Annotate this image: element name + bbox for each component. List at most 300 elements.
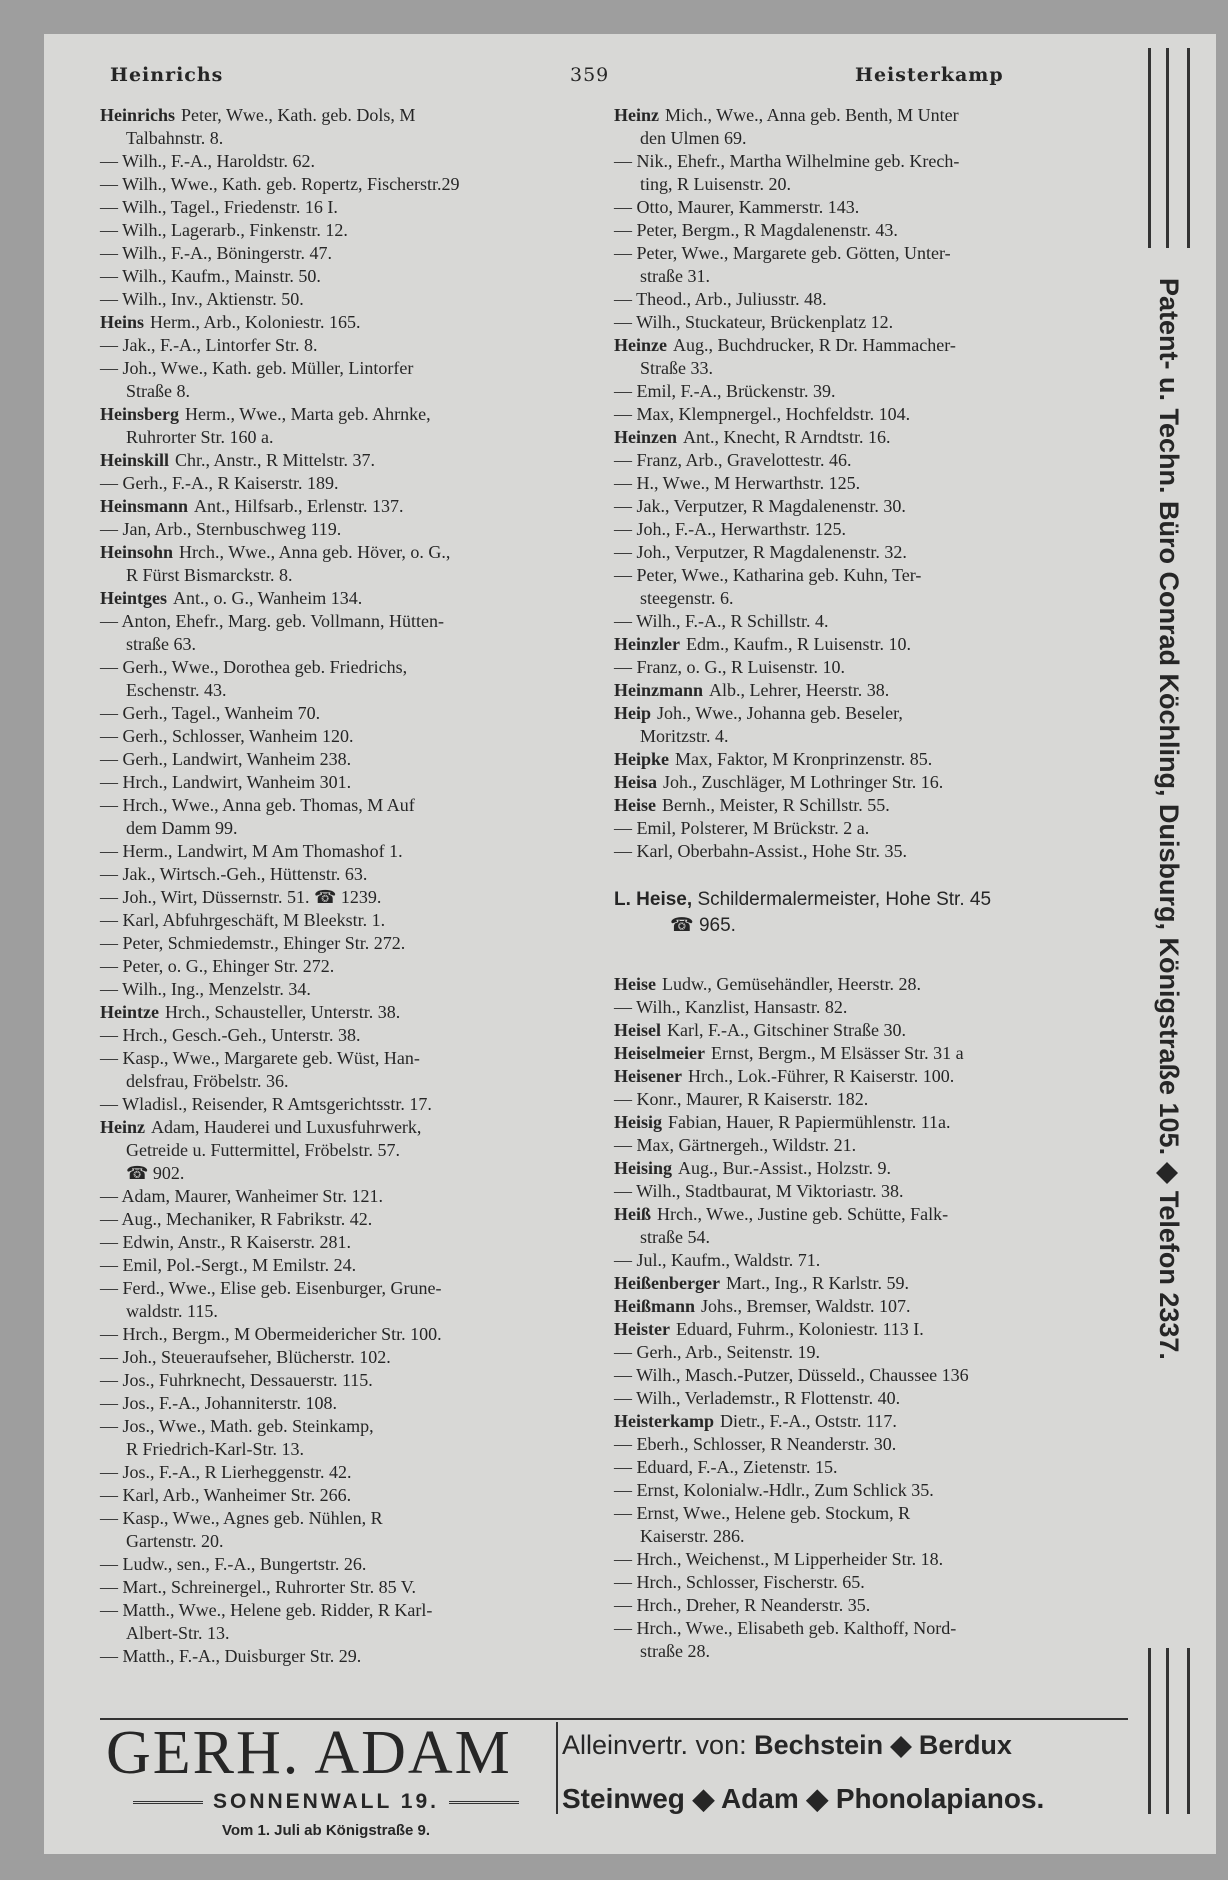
- directory-entry-line: [614, 1111, 991, 1134]
- entry-text: — Peter, Schmiedemstr., Ehinger Str. 272.: [100, 933, 406, 953]
- directory-entry-line: [614, 587, 991, 610]
- entry-text: — Jak., F.-A., Lintorfer Str. 8.: [100, 335, 318, 355]
- footer-company: GERH. ADAM: [106, 1719, 512, 1787]
- entry-text: Peter, Wwe., Kath. geb. Dols, M: [181, 105, 416, 125]
- entry-text: — Ludw., sen., F.-A., Bungertstr. 26.: [100, 1554, 367, 1574]
- directory-entry-line: [614, 1318, 991, 1341]
- entry-text: ting, R Luisenstr. 20.: [640, 174, 792, 194]
- directory-entry-line: [100, 909, 460, 932]
- entry-text: — Franz, Arb., Gravelottestr. 46.: [614, 450, 852, 470]
- entry-text: den Ulmen 69.: [640, 128, 747, 148]
- surname: Heise: [614, 795, 656, 815]
- footer-line1: [562, 1730, 1122, 1761]
- entry-text: — Matth., Wwe., Helene geb. Ridder, R Karl-: [100, 1600, 433, 1620]
- footer-address: SONNENWALL 19.: [106, 1790, 546, 1814]
- entry-text: — Hrch., Schlosser, Fischerstr. 65.: [614, 1572, 865, 1592]
- directory-entry-line: [614, 1341, 991, 1364]
- directory-entry-line: [614, 265, 991, 288]
- directory-entry-line: [100, 104, 460, 127]
- entry-text: — Wladisl., Reisender, R Amtsgerichtsstr. 17.: [100, 1094, 432, 1114]
- footer-note: Vom 1. Juli ab Königstraße 9.: [221, 1822, 431, 1839]
- entry-text: — Jul., Kaufm., Waldstr. 71.: [614, 1250, 821, 1270]
- surname: Heisener: [614, 1066, 682, 1086]
- entry-text: — Wilh., Inv., Aktienstr. 50.: [100, 289, 304, 309]
- directory-entry-line: [100, 1277, 460, 1300]
- entry-text: — Joh., F.-A., Herwarthstr. 125.: [614, 519, 847, 539]
- entry-text: ☎ 902.: [126, 1163, 185, 1183]
- entry-text: Mart., Ing., R Karlstr. 59.: [725, 1273, 909, 1293]
- surname: Heinzen: [614, 427, 677, 447]
- entry-text: Straße 33.: [640, 358, 713, 378]
- directory-entry-line: [614, 1571, 991, 1594]
- directory-entry-line: [614, 1387, 991, 1410]
- surname: Heißmann: [614, 1296, 696, 1316]
- entry-text: — Wilh., Ing., Menzelstr. 34.: [100, 979, 311, 999]
- surname: Heipke: [614, 749, 670, 769]
- surname: Heinsohn: [100, 542, 174, 562]
- entry-text: straße 63.: [126, 634, 196, 654]
- entry-text: — Anton, Ehefr., Marg. geb. Vollmann, Hütten-: [100, 611, 444, 631]
- entry-text: — Adam, Maurer, Wanheimer Str. 121.: [100, 1186, 383, 1206]
- directory-entry-line: [100, 1047, 460, 1070]
- entry-text: Aug., Bur.-Assist., Holzstr. 9.: [678, 1158, 892, 1178]
- directory-entry-line: [614, 1295, 991, 1318]
- entry-text: — Otto, Maurer, Kammerstr. 143.: [614, 197, 860, 217]
- entry-text: R Friedrich-Karl-Str. 13.: [126, 1439, 304, 1459]
- entry-text: — Emil, F.-A., Brückenstr. 39.: [614, 381, 836, 401]
- header-first-name: Heinrichs: [110, 64, 224, 86]
- directory-entry-line: [614, 495, 991, 518]
- entry-text: — Gerh., Wwe., Dorothea geb. Friedrichs,: [100, 657, 408, 677]
- entry-text: — Peter, Bergm., R Magdalenenstr. 43.: [614, 220, 898, 240]
- entry-text: steegenstr. 6.: [640, 588, 734, 608]
- directory-entry-line: [100, 955, 460, 978]
- directory-entry-line: [100, 1139, 460, 1162]
- entry-text: Edm., Kaufm., R Luisenstr. 10.: [685, 634, 911, 654]
- directory-entry-line: [614, 472, 991, 495]
- directory-entry-line: [100, 1346, 460, 1369]
- entry-text: — Hrch., Wwe., Elisabeth geb. Kalthoff, Nord-: [614, 1618, 957, 1638]
- entry-text: — H., Wwe., M Herwarthstr. 125.: [614, 473, 861, 493]
- entry-text: — Kasp., Wwe., Agnes geb. Nühlen, R: [100, 1508, 383, 1528]
- directory-entry-line: [100, 1530, 460, 1553]
- entry-text: Max, Faktor, M Kronprinzenstr. 85.: [675, 749, 933, 769]
- directory-entry-line: [614, 633, 991, 656]
- entry-text: straße 31.: [640, 266, 710, 286]
- entry-text: Moritzstr. 4.: [640, 726, 729, 746]
- directory-entry-line: [100, 656, 460, 679]
- entry-text: — Wilh., Kanzlist, Hansastr. 82.: [614, 997, 848, 1017]
- directory-entry-line: [100, 633, 460, 656]
- entry-text: — Jos., Wwe., Math. geb. Steinkamp,: [100, 1416, 374, 1436]
- surname: Heiß: [614, 1204, 652, 1224]
- directory-entry-line: [100, 564, 460, 587]
- directory-entry-line: [614, 426, 991, 449]
- surname: Heinz: [614, 105, 659, 125]
- entry-text: — Herm., Landwirt, M Am Thomashof 1.: [100, 841, 403, 861]
- ad-name: L. Heise,: [614, 889, 693, 910]
- side-advertisement: [1128, 48, 1200, 1818]
- entry-text: — Gerh., Tagel., Wanheim 70.: [100, 703, 321, 723]
- entry-text: — Karl, Arb., Wanheimer Str. 266.: [100, 1485, 352, 1505]
- right-column-top: [614, 104, 991, 863]
- directory-entry-line: [614, 357, 991, 380]
- directory-entry-line: [100, 702, 460, 725]
- directory-entry-line: [614, 996, 991, 1019]
- directory-entry-line: [614, 334, 991, 357]
- entry-text: — Joh., Wwe., Kath. geb. Müller, Lintorfer: [100, 358, 414, 378]
- directory-entry-line: [100, 886, 460, 909]
- entry-text: straße 54.: [640, 1227, 710, 1247]
- directory-entry-line: [100, 1392, 460, 1415]
- directory-entry-line: [614, 541, 991, 564]
- directory-entry-line: [100, 1116, 460, 1139]
- directory-entry-line: [100, 932, 460, 955]
- directory-entry-line: [614, 1617, 991, 1640]
- directory-entry-line: [100, 219, 460, 242]
- directory-entry-line: [100, 978, 460, 1001]
- entry-text: — Wilh., F.-A., Böningerstr. 47.: [100, 243, 333, 263]
- entry-text: Kaiserstr. 286.: [640, 1526, 745, 1546]
- directory-entry-line: [100, 1231, 460, 1254]
- directory-entry-line: [100, 1507, 460, 1530]
- entry-text: — Ernst, Kolonialw.-Hdlr., Zum Schlick 35.: [614, 1480, 934, 1500]
- entry-text: — Joh., Verputzer, R Magdalenenstr. 32.: [614, 542, 907, 562]
- entry-text: — Ernst, Wwe., Helene geb. Stockum, R: [614, 1503, 911, 1523]
- entry-text: Ant., Hilfsarb., Erlenstr. 137.: [194, 496, 404, 516]
- entry-text: Ant., Knecht, R Arndtstr. 16.: [683, 427, 891, 447]
- directory-entry-line: [614, 702, 991, 725]
- directory-entry-line: [614, 242, 991, 265]
- directory-entry-line: [100, 242, 460, 265]
- entry-text: Fabian, Hauer, R Papiermühlenstr. 11a.: [668, 1112, 951, 1132]
- entry-text: — Edwin, Anstr., R Kaiserstr. 281.: [100, 1232, 351, 1252]
- directory-entry-line: [614, 518, 991, 541]
- directory-entry-line: [100, 1645, 460, 1668]
- directory-entry-line: [100, 288, 460, 311]
- directory-entry-line: [614, 1226, 991, 1249]
- directory-entry-line: [100, 771, 460, 794]
- entry-text: — Emil, Pol.-Sergt., M Emilstr. 24.: [100, 1255, 357, 1275]
- directory-entry-line: [100, 1415, 460, 1438]
- entry-text: Johs., Bremser, Waldstr. 107.: [701, 1296, 911, 1316]
- directory-entry-line: [100, 817, 460, 840]
- directory-entry-line: [100, 426, 460, 449]
- entry-text: Alb., Lehrer, Heerstr. 38.: [709, 680, 890, 700]
- directory-entry-line: [100, 1553, 460, 1576]
- entry-text: Adam, Hauderei und Luxusfuhrwerk,: [151, 1117, 422, 1137]
- entry-text: delsfrau, Fröbelstr. 36.: [126, 1071, 289, 1091]
- directory-entry-line: [100, 1070, 460, 1093]
- left-column: [100, 104, 460, 1668]
- entry-text: — Max, Gärtnergeh., Wildstr. 21.: [614, 1135, 857, 1155]
- directory-entry-line: [614, 564, 991, 587]
- directory-entry-line: [100, 1323, 460, 1346]
- surname: Heisterkamp: [614, 1411, 714, 1431]
- directory-entry-line: [614, 1134, 991, 1157]
- entry-text: Hrch., Wwe., Justine geb. Schütte, Falk-: [657, 1204, 949, 1224]
- side-ad-text: Patent- u. Techn. Büro Conrad Köchling, Duisburg, Königstraße 105. ◆ Telefon 2337.: [1154, 278, 1184, 1360]
- directory-entry-line: [100, 196, 460, 219]
- page-number: 359: [570, 64, 610, 86]
- surname: Heinz: [100, 1117, 145, 1137]
- directory-entry-line: [614, 104, 991, 127]
- entry-text: Getreide u. Futtermittel, Fröbelstr. 57.: [126, 1140, 400, 1160]
- surname: Heinzler: [614, 634, 680, 654]
- entry-text: waldstr. 115.: [126, 1301, 218, 1321]
- directory-entry-line: [614, 1433, 991, 1456]
- entry-text: — Wilh., Verlademstr., R Flottenstr. 40.: [614, 1388, 901, 1408]
- directory-entry-line: [100, 380, 460, 403]
- directory-entry-line: [614, 1249, 991, 1272]
- directory-entry-line: [614, 1065, 991, 1088]
- directory-entry-line: [614, 1479, 991, 1502]
- entry-text: — Jan, Arb., Sternbuschweg 119.: [100, 519, 342, 539]
- directory-entry-line: [100, 334, 460, 357]
- directory-entry-line: [614, 1088, 991, 1111]
- footer-line1-brands: Bechstein ◆ Berdux: [754, 1730, 1012, 1760]
- entry-text: Joh., Zuschläger, M Lothringer Str. 16.: [663, 772, 944, 792]
- entry-text: — Nik., Ehefr., Martha Wilhelmine geb. Krech-: [614, 151, 960, 171]
- directory-entry-line: [614, 219, 991, 242]
- entry-text: — Theod., Arb., Juliusstr. 48.: [614, 289, 827, 309]
- entry-text: — Max, Klempnergel., Hochfeldstr. 104.: [614, 404, 911, 424]
- entry-text: dem Damm 99.: [126, 818, 238, 838]
- directory-entry-line: [614, 1525, 991, 1548]
- entry-text: — Gerh., Arb., Seitenstr. 19.: [614, 1342, 820, 1362]
- entry-text: — Eduard, F.-A., Zietenstr. 15.: [614, 1457, 838, 1477]
- directory-entry-line: [100, 1254, 460, 1277]
- entry-text: — Kasp., Wwe., Margarete geb. Wüst, Han-: [100, 1048, 420, 1068]
- entry-text: — Peter, Wwe., Margarete geb. Götten, Unter-: [614, 243, 951, 263]
- directory-entry-line: [614, 150, 991, 173]
- entry-text: — Joh., Wirt, Düssernstr. 51. ☎ 1239.: [100, 887, 382, 907]
- directory-entry-line: [614, 794, 991, 817]
- entry-text: — Peter, Wwe., Katharina geb. Kuhn, Ter-: [614, 565, 922, 585]
- directory-entry-line: [100, 472, 460, 495]
- surname: Heiselmeier: [614, 1043, 705, 1063]
- directory-entry-line: [100, 1622, 460, 1645]
- directory-entry-line: [614, 1180, 991, 1203]
- entry-text: — Jos., Fuhrknecht, Dessauerstr. 115.: [100, 1370, 373, 1390]
- directory-entry-line: [100, 265, 460, 288]
- entry-text: — Ferd., Wwe., Elise geb. Eisenburger, Grune-: [100, 1278, 442, 1298]
- directory-entry-line: [100, 1599, 460, 1622]
- directory-entry-line: [614, 610, 991, 633]
- directory-entry-line: [614, 656, 991, 679]
- directory-entry-line: [614, 311, 991, 334]
- directory-entry-line: [614, 1272, 991, 1295]
- directory-entry-line: [614, 1019, 991, 1042]
- directory-entry-line: [614, 771, 991, 794]
- entry-text: Chr., Anstr., R Mittelstr. 37.: [175, 450, 376, 470]
- entry-text: — Wilh., F.-A., R Schillstr. 4.: [614, 611, 829, 631]
- footer-line1-label: Alleinvertr. von:: [562, 1730, 747, 1760]
- directory-entry-line: [614, 840, 991, 863]
- directory-entry-line: [100, 495, 460, 518]
- entry-text: — Wilh., Stuckateur, Brückenplatz 12.: [614, 312, 894, 332]
- entry-text: Ernst, Bergm., M Elsässer Str. 31 a: [710, 1043, 964, 1063]
- header-last-name: Heisterkamp: [855, 64, 1004, 86]
- directory-entry-line: [614, 973, 991, 996]
- surname: Heisa: [614, 772, 657, 792]
- directory-entry-line: [614, 1502, 991, 1525]
- entry-text: — Gerh., Landwirt, Wanheim 238.: [100, 749, 352, 769]
- directory-entry-line: [614, 196, 991, 219]
- entry-text: — Matth., F.-A., Duisburger Str. 29.: [100, 1646, 362, 1666]
- entry-text: Eduard, Fuhrm., Koloniestr. 113 I.: [675, 1319, 924, 1339]
- entry-text: Bernh., Meister, R Schillstr. 55.: [662, 795, 890, 815]
- directory-entry-line: [100, 1484, 460, 1507]
- entry-text: — Hrch., Landwirt, Wanheim 301.: [100, 772, 352, 792]
- entry-text: straße 28.: [640, 1641, 710, 1661]
- directory-entry-line: [100, 1369, 460, 1392]
- side-rule-top: [1148, 48, 1190, 248]
- directory-entry-line: [100, 518, 460, 541]
- entry-text: Dietr., F.-A., Oststr. 117.: [719, 1411, 897, 1431]
- surname: Heinzmann: [614, 680, 704, 700]
- surname: Heister: [614, 1319, 670, 1339]
- ad-line: [614, 887, 991, 913]
- entry-text: Albert-Str. 13.: [126, 1623, 230, 1643]
- directory-entry-line: [100, 1185, 460, 1208]
- entry-text: Hrch., Lok.-Führer, R Kaiserstr. 100.: [687, 1066, 955, 1086]
- entry-text: — Jak., Wirtsch.-Geh., Hüttenstr. 63.: [100, 864, 368, 884]
- entry-text: — Wilh., Lagerarb., Finkenstr. 12.: [100, 220, 348, 240]
- directory-entry-line: [100, 1576, 460, 1599]
- entry-text: — Gerh., Schlosser, Wanheim 120.: [100, 726, 354, 746]
- entry-text: — Jos., F.-A., R Lierheggenstr. 42.: [100, 1462, 352, 1482]
- directory-entry-line: [100, 150, 460, 173]
- directory-entry-line: [100, 1208, 460, 1231]
- directory-entry-line: [100, 541, 460, 564]
- directory-entry-line: [614, 679, 991, 702]
- directory-entry-line: [614, 403, 991, 426]
- entry-text: — Konr., Maurer, R Kaiserstr. 182.: [614, 1089, 869, 1109]
- surname: Heisel: [614, 1020, 661, 1040]
- right-column-bottom: [614, 973, 991, 1663]
- entry-text: Herm., Arb., Koloniestr. 165.: [150, 312, 361, 332]
- directory-entry-line: [100, 357, 460, 380]
- surname: Heisig: [614, 1112, 662, 1132]
- entry-text: — Karl, Abfuhrgeschäft, M Bleekstr. 1.: [100, 910, 386, 930]
- directory-entry-line: [100, 1024, 460, 1047]
- directory-entry-line: [100, 748, 460, 771]
- surname: Heinsmann: [100, 496, 189, 516]
- directory-entry-line: [614, 1203, 991, 1226]
- entry-text: Ludw., Gemüsehändler, Heerstr. 28.: [662, 974, 922, 994]
- entry-text: Straße 8.: [126, 381, 190, 401]
- directory-entry-line: [100, 679, 460, 702]
- directory-entry-line: [614, 1640, 991, 1663]
- entry-text: Mich., Wwe., Anna geb. Benth, M Unter: [665, 105, 959, 125]
- surname: Heißenberger: [614, 1273, 720, 1293]
- directory-entry-line: [614, 288, 991, 311]
- directory-entry-line: [100, 587, 460, 610]
- entry-text: Gartenstr. 20.: [126, 1531, 224, 1551]
- directory-entry-line: [614, 817, 991, 840]
- directory-entry-line: [100, 1438, 460, 1461]
- entry-text: R Fürst Bismarckstr. 8.: [126, 565, 293, 585]
- footer-separator: [556, 1722, 558, 1814]
- footer-line2: Steinweg ◆ Adam ◆ Phonolapianos.: [562, 1783, 1045, 1814]
- directory-entry-line: [614, 127, 991, 150]
- entry-text: — Mart., Schreinergel., Ruhrorter Str. 85 V.: [100, 1577, 416, 1597]
- directory-entry-line: [614, 1456, 991, 1479]
- entry-text: — Hrch., Weichenst., M Lipperheider Str. 18.: [614, 1549, 944, 1569]
- directory-entry-line: [100, 1300, 460, 1323]
- entry-text: — Gerh., F.-A., R Kaiserstr. 189.: [100, 473, 339, 493]
- directory-entry-line: [100, 863, 460, 886]
- directory-entry-line: [614, 449, 991, 472]
- directory-entry-line: [100, 311, 460, 334]
- entry-text: Ruhrorter Str. 160 a.: [126, 427, 274, 447]
- directory-entry-line: [100, 127, 460, 150]
- surname: Heinskill: [100, 450, 170, 470]
- entry-text: Ant., o. G., Wanheim 134.: [173, 588, 363, 608]
- directory-entry-line: [614, 1364, 991, 1387]
- directory-entry-line: [100, 610, 460, 633]
- entry-text: — Wilh., Wwe., Kath. geb. Ropertz, Fischerstr.29: [100, 174, 460, 194]
- directory-entry-line: [614, 173, 991, 196]
- entry-text: Talbahnstr. 8.: [126, 128, 224, 148]
- inline-advertisement: [614, 887, 991, 939]
- directory-entry-line: [100, 173, 460, 196]
- entry-text: — Joh., Steueraufseher, Blücherstr. 102.: [100, 1347, 391, 1367]
- directory-entry-line: [614, 1157, 991, 1180]
- directory-entry-line: [100, 840, 460, 863]
- directory-entry-line: [100, 449, 460, 472]
- entry-text: — Wilh., Kaufm., Mainstr. 50.: [100, 266, 321, 286]
- directory-entry-line: [100, 1162, 460, 1185]
- entry-text: — Jos., F.-A., Johanniterstr. 108.: [100, 1393, 338, 1413]
- entry-text: Hrch., Schausteller, Unterstr. 38.: [164, 1002, 401, 1022]
- right-column: [614, 104, 991, 1663]
- surname: Heip: [614, 703, 652, 723]
- entry-text: Eschenstr. 43.: [126, 680, 227, 700]
- directory-entry-line: [614, 748, 991, 771]
- directory-entry-line: [614, 725, 991, 748]
- entry-text: — Aug., Mechaniker, R Fabrikstr. 42.: [100, 1209, 373, 1229]
- directory-entry-line: [614, 1594, 991, 1617]
- directory-entry-line: [100, 1461, 460, 1484]
- entry-text: Herm., Wwe., Marta geb. Ahrnke,: [185, 404, 431, 424]
- directory-entry-line: [614, 1410, 991, 1433]
- entry-text: Joh., Wwe., Johanna geb. Beseler,: [657, 703, 903, 723]
- surname: Heise: [614, 974, 656, 994]
- entry-text: Karl, F.-A., Gitschiner Straße 30.: [667, 1020, 907, 1040]
- surname: Heintze: [100, 1002, 159, 1022]
- entry-text: — Wilh., Masch.-Putzer, Düsseld., Chaussee 136: [614, 1365, 969, 1385]
- entry-text: — Wilh., Tagel., Friedenstr. 16 I.: [100, 197, 338, 217]
- surname: Heinsberg: [100, 404, 179, 424]
- directory-entry-line: [100, 1001, 460, 1024]
- entry-text: — Hrch., Gesch.-Geh., Unterstr. 38.: [100, 1025, 361, 1045]
- entry-text: — Jak., Verputzer, R Magdalenenstr. 30.: [614, 496, 906, 516]
- entry-text: — Peter, o. G., Ehinger Str. 272.: [100, 956, 335, 976]
- surname: Heinze: [614, 335, 667, 355]
- entry-text: — Eberh., Schlosser, R Neanderstr. 30.: [614, 1434, 897, 1454]
- entry-text: — Wilh., F.-A., Haroldstr. 62.: [100, 151, 315, 171]
- entry-text: — Hrch., Dreher, R Neanderstr. 35.: [614, 1595, 871, 1615]
- surname: Heins: [100, 312, 145, 332]
- ad-text: Schildermalermeister, Hohe Str. 45: [697, 889, 992, 910]
- entry-text: Aug., Buchdrucker, R Dr. Hammacher-: [672, 335, 956, 355]
- ad-phone: ☎ 965.: [670, 915, 736, 936]
- directory-entry-line: [100, 403, 460, 426]
- entry-text: Hrch., Wwe., Anna geb. Höver, o. G.,: [179, 542, 451, 562]
- directory-entry-line: [100, 725, 460, 748]
